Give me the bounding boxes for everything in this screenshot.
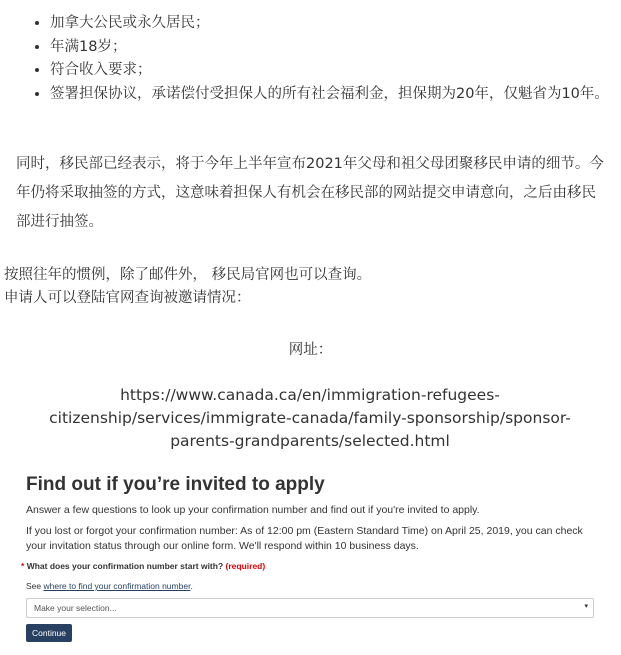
list-item: • 年满18岁； — [50, 36, 620, 60]
announcement-paragraph: 同时，移民部已经表示，将于今年上半年宣布2021年父母和祖父母团聚移民申请的细节。今年仍将采取抽签的方式，这意味着担保人有机会在移民部的网站提交申请意向，之后由移民部进行抽签。 — [16, 156, 604, 230]
required-text: (required) — [225, 561, 266, 571]
embed-lost-notice: If you lost or forgot your confirmation number: As of 12:00 pm (Eastern Standard Time) on April 25, 2019, you can check your invitation status through our online form. We'll respond within 10 business days. — [26, 525, 583, 552]
see-prefix: See — [26, 581, 44, 591]
question-text: What does your confirmation number start with? — [26, 561, 224, 571]
list-item: • 签署担保协议，承诺偿付受担保人的所有社会福利金，担保期为20年，仅魁省为10年。 — [50, 83, 620, 107]
embed-title: Find out if you’re invited to apply — [26, 474, 325, 495]
list-item: • 符合收入要求； — [50, 59, 620, 83]
embedded-screenshot — [21, 474, 596, 638]
required-star: * — [21, 561, 25, 571]
continue-button[interactable]: Continue — [26, 624, 72, 642]
select-placeholder: Make your selection... — [34, 603, 117, 613]
confirmation-number-link[interactable]: where to find your confirmation number — [43, 581, 191, 591]
url-text[interactable]: https://www.canada.ca/en/immigration-refugees-citizenship/services/immigrate-canada/family-sponsorship/sponsor-parents-grandparents/selected.html — [49, 386, 571, 450]
confirmation-select[interactable] — [26, 598, 594, 618]
embed-intro: Answer a few questions to look up your confirmation number and find out if you're invited to apply. — [26, 504, 480, 516]
see-hint — [26, 581, 193, 591]
see-suffix: . — [190, 581, 193, 591]
query-line-1: 按照往年的惯例，除了邮件外， 移民局官网也可以查询。 — [4, 267, 372, 283]
url-label: 网址： — [288, 342, 333, 358]
question-label — [21, 561, 265, 571]
query-paragraph — [4, 264, 604, 310]
chevron-down-icon: ▾ — [584, 603, 588, 610]
requirements-list — [32, 12, 620, 106]
list-item: • 加拿大公民或永久居民； — [50, 12, 620, 36]
query-line-2: 申请人可以登陆官网查询被邀请情况： — [4, 290, 251, 306]
